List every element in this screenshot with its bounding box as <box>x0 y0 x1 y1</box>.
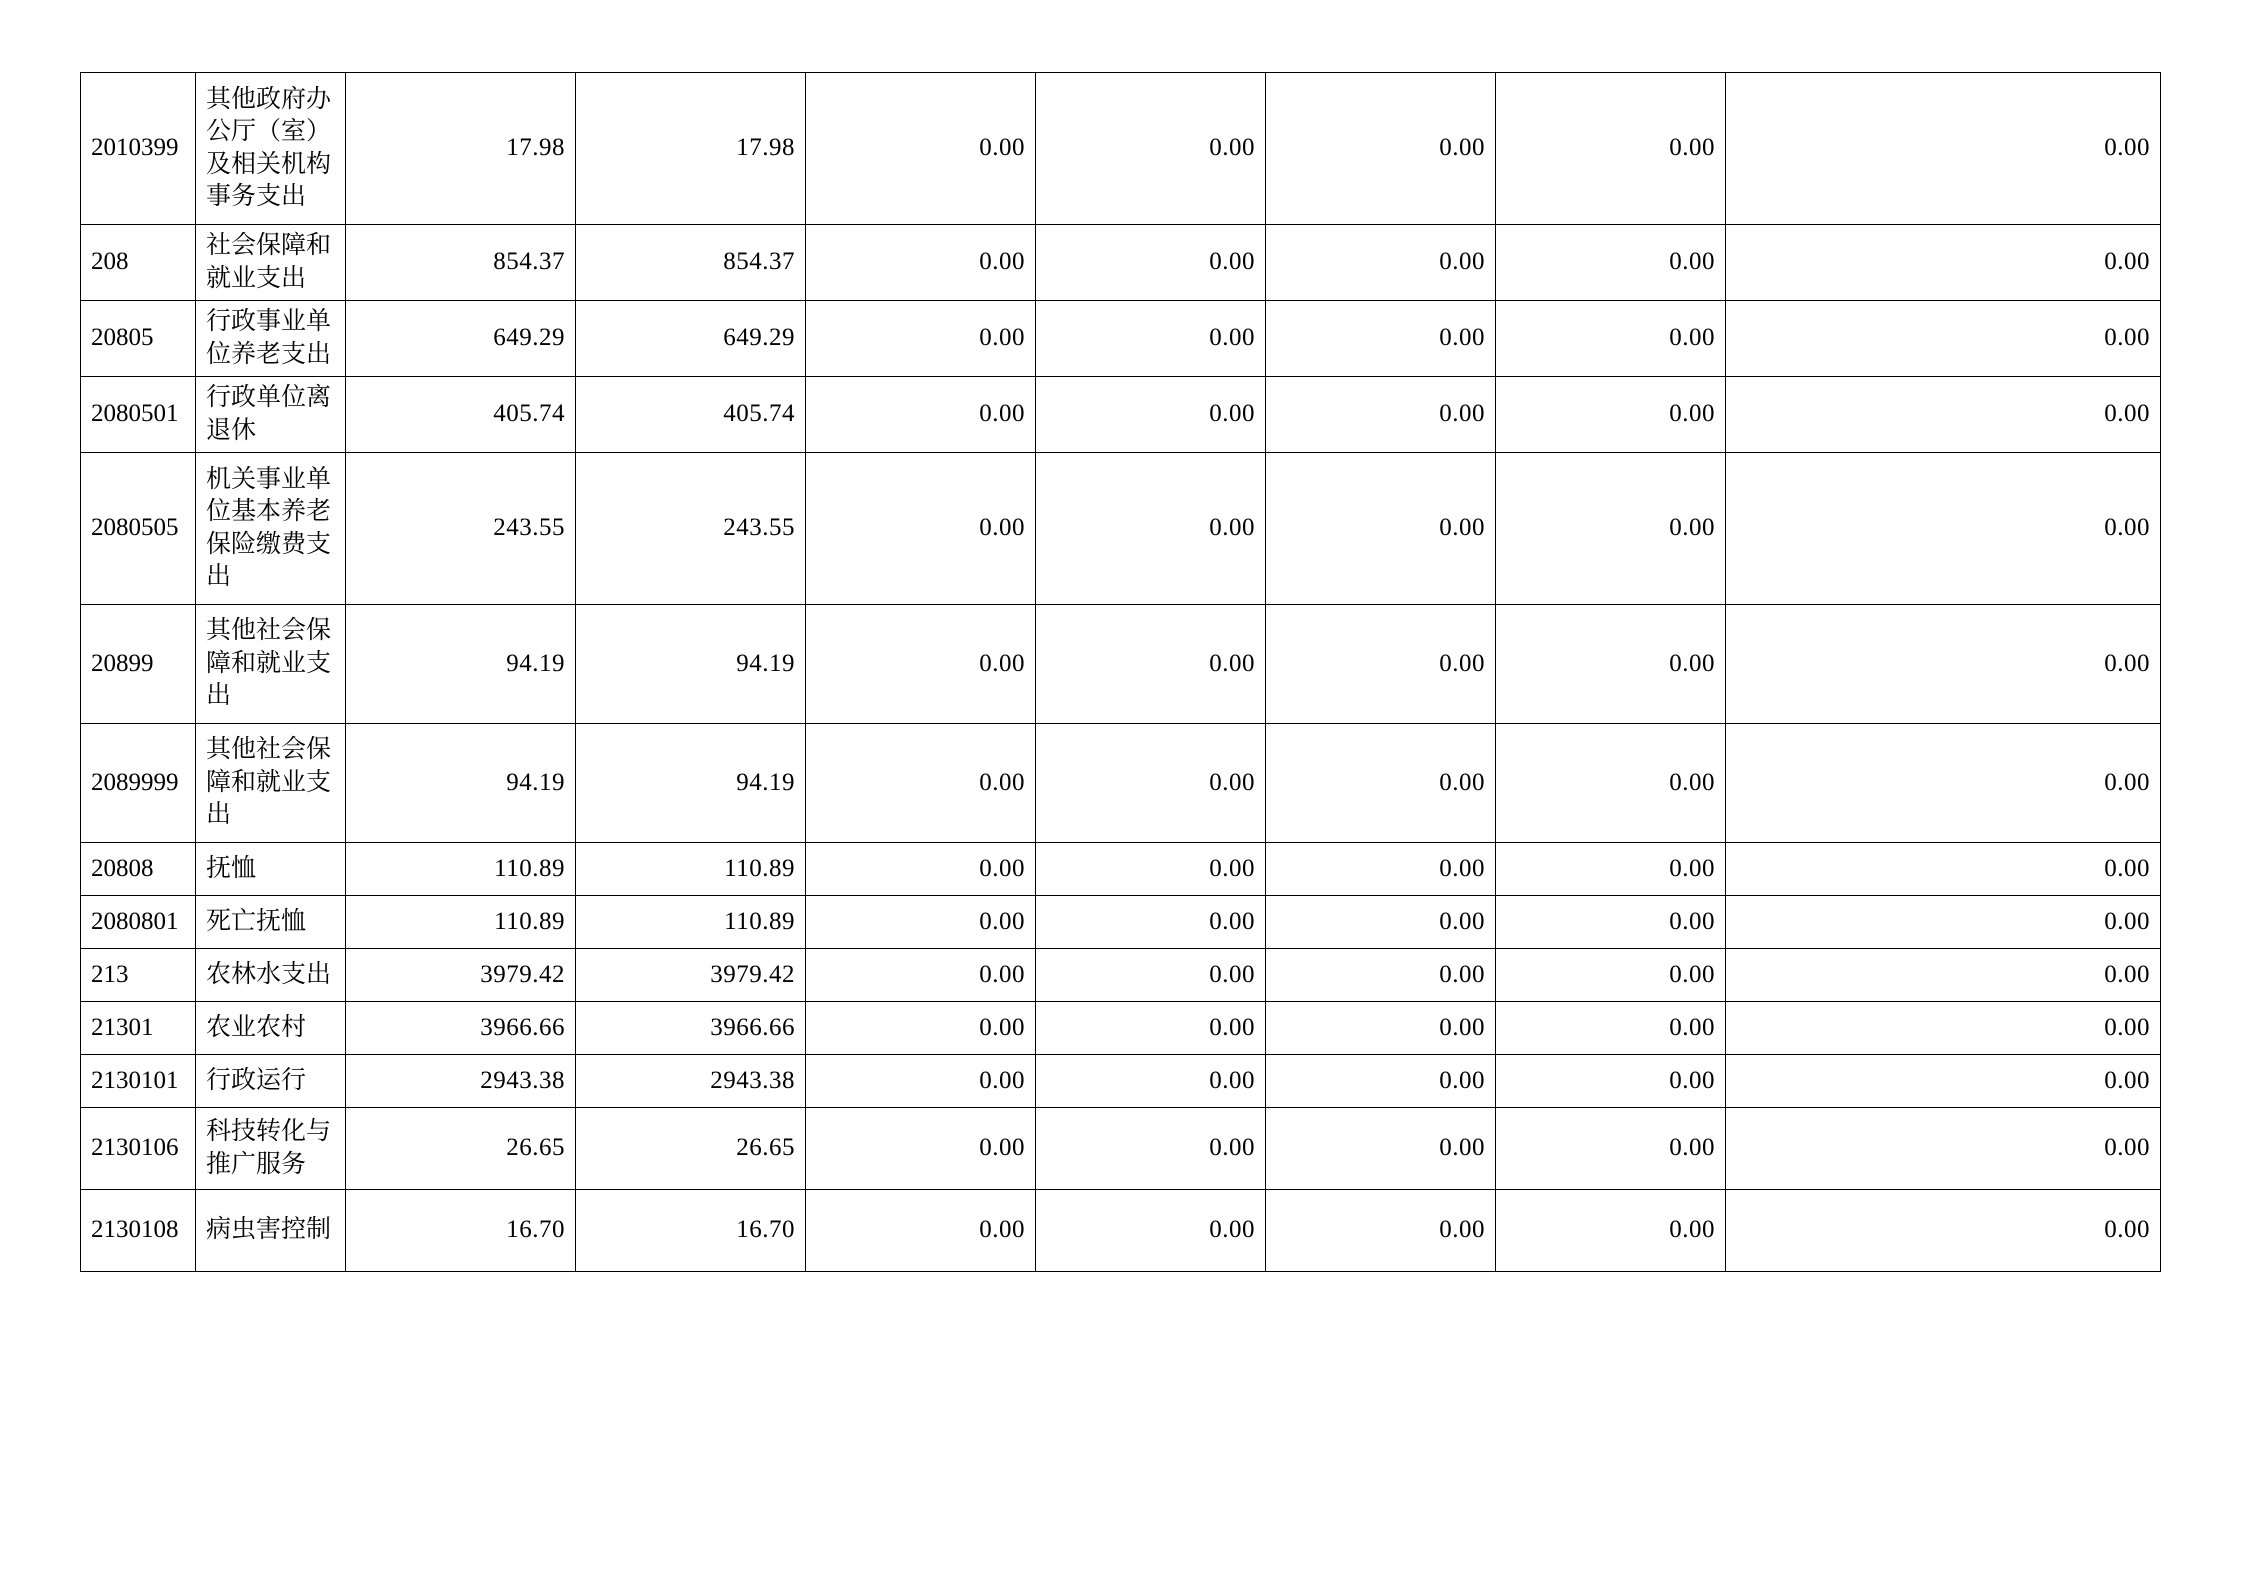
cell-value: 0.00 <box>806 896 1036 949</box>
table-row <box>81 301 2161 377</box>
cell-value: 17.98 <box>576 73 806 225</box>
cell-value: 0.00 <box>1496 949 1726 1002</box>
cell-code: 21301 <box>81 1002 196 1055</box>
cell-value: 405.74 <box>346 377 576 453</box>
cell-value: 0.00 <box>1496 1055 1726 1108</box>
cell-value: 0.00 <box>1726 1108 2161 1190</box>
cell-value: 0.00 <box>1496 896 1726 949</box>
cell-value: 0.00 <box>1266 225 1496 301</box>
cell-value: 0.00 <box>1496 301 1726 377</box>
cell-code: 20899 <box>81 605 196 724</box>
cell-value: 0.00 <box>1726 1190 2161 1272</box>
cell-code: 2130106 <box>81 1108 196 1190</box>
cell-value: 26.65 <box>346 1108 576 1190</box>
cell-code: 20805 <box>81 301 196 377</box>
cell-item-name: 行政运行 <box>196 1055 346 1108</box>
cell-value: 16.70 <box>346 1190 576 1272</box>
cell-item-name: 行政事业单位养老支出 <box>196 301 346 377</box>
cell-value: 0.00 <box>1496 1190 1726 1272</box>
cell-code: 208 <box>81 225 196 301</box>
cell-value: 94.19 <box>576 605 806 724</box>
cell-value: 26.65 <box>576 1108 806 1190</box>
cell-value: 0.00 <box>806 73 1036 225</box>
cell-value: 0.00 <box>1266 1108 1496 1190</box>
cell-value: 0.00 <box>1266 73 1496 225</box>
cell-item-name: 抚恤 <box>196 843 346 896</box>
cell-value: 0.00 <box>1266 1055 1496 1108</box>
table-row <box>81 605 2161 724</box>
cell-value: 3966.66 <box>576 1002 806 1055</box>
cell-item-name: 其他政府办公厅（室）及相关机构事务支出 <box>196 73 346 225</box>
cell-item-name: 社会保障和就业支出 <box>196 225 346 301</box>
cell-value: 110.89 <box>346 843 576 896</box>
cell-value: 854.37 <box>576 225 806 301</box>
cell-code: 213 <box>81 949 196 1002</box>
cell-value: 110.89 <box>576 843 806 896</box>
cell-value: 0.00 <box>1266 724 1496 843</box>
cell-value: 0.00 <box>1036 1055 1266 1108</box>
cell-value: 0.00 <box>806 605 1036 724</box>
cell-value: 0.00 <box>1036 896 1266 949</box>
cell-item-name: 其他社会保障和就业支出 <box>196 724 346 843</box>
cell-value: 0.00 <box>1726 949 2161 1002</box>
cell-value: 0.00 <box>1036 1190 1266 1272</box>
table-row <box>81 225 2161 301</box>
cell-value: 0.00 <box>1726 453 2161 605</box>
cell-item-name: 科技转化与推广服务 <box>196 1108 346 1190</box>
cell-value: 0.00 <box>1496 1108 1726 1190</box>
cell-value: 243.55 <box>346 453 576 605</box>
cell-value: 110.89 <box>346 896 576 949</box>
cell-value: 649.29 <box>576 301 806 377</box>
cell-item-name: 农业农村 <box>196 1002 346 1055</box>
cell-value: 0.00 <box>1496 73 1726 225</box>
cell-value: 0.00 <box>1266 453 1496 605</box>
table-row <box>81 453 2161 605</box>
cell-item-name: 死亡抚恤 <box>196 896 346 949</box>
cell-value: 854.37 <box>346 225 576 301</box>
cell-value: 94.19 <box>346 605 576 724</box>
cell-value: 2943.38 <box>346 1055 576 1108</box>
table-row <box>81 724 2161 843</box>
cell-value: 0.00 <box>1036 301 1266 377</box>
table-body <box>81 73 2161 1272</box>
cell-value: 0.00 <box>1036 724 1266 843</box>
table-row <box>81 1002 2161 1055</box>
cell-value: 243.55 <box>576 453 806 605</box>
cell-value: 0.00 <box>806 1190 1036 1272</box>
cell-value: 0.00 <box>1496 843 1726 896</box>
cell-value: 0.00 <box>806 453 1036 605</box>
cell-value: 0.00 <box>1496 453 1726 605</box>
cell-value: 0.00 <box>1496 605 1726 724</box>
cell-value: 17.98 <box>346 73 576 225</box>
budget-expenditure-table <box>80 72 2161 1272</box>
table-row <box>81 377 2161 453</box>
cell-value: 3966.66 <box>346 1002 576 1055</box>
cell-value: 0.00 <box>806 1002 1036 1055</box>
cell-value: 0.00 <box>806 1108 1036 1190</box>
cell-value: 0.00 <box>806 377 1036 453</box>
cell-value: 0.00 <box>1496 1002 1726 1055</box>
cell-value: 0.00 <box>1726 605 2161 724</box>
cell-value: 110.89 <box>576 896 806 949</box>
cell-item-name: 行政单位离退休 <box>196 377 346 453</box>
cell-value: 0.00 <box>1036 225 1266 301</box>
cell-value: 0.00 <box>1726 843 2161 896</box>
cell-value: 3979.42 <box>576 949 806 1002</box>
cell-value: 0.00 <box>1036 949 1266 1002</box>
cell-value: 0.00 <box>1726 377 2161 453</box>
table-row <box>81 73 2161 225</box>
cell-value: 0.00 <box>1726 1002 2161 1055</box>
table-row <box>81 1055 2161 1108</box>
cell-value: 0.00 <box>1496 377 1726 453</box>
cell-value: 0.00 <box>806 724 1036 843</box>
table-row <box>81 1108 2161 1190</box>
cell-value: 94.19 <box>576 724 806 843</box>
cell-value: 0.00 <box>1726 301 2161 377</box>
cell-value: 0.00 <box>1036 377 1266 453</box>
cell-code: 2089999 <box>81 724 196 843</box>
table-row <box>81 843 2161 896</box>
table-row <box>81 1190 2161 1272</box>
cell-value: 405.74 <box>576 377 806 453</box>
cell-value: 0.00 <box>1036 843 1266 896</box>
cell-value: 2943.38 <box>576 1055 806 1108</box>
cell-item-name: 机关事业单位基本养老保险缴费支出 <box>196 453 346 605</box>
cell-value: 0.00 <box>1266 301 1496 377</box>
cell-value: 0.00 <box>1726 724 2161 843</box>
cell-code: 2130101 <box>81 1055 196 1108</box>
cell-value: 0.00 <box>1266 949 1496 1002</box>
cell-value: 16.70 <box>576 1190 806 1272</box>
cell-item-name: 病虫害控制 <box>196 1190 346 1272</box>
table-row <box>81 896 2161 949</box>
cell-value: 0.00 <box>1266 605 1496 724</box>
cell-value: 0.00 <box>806 225 1036 301</box>
cell-code: 2080801 <box>81 896 196 949</box>
cell-code: 2080501 <box>81 377 196 453</box>
cell-value: 0.00 <box>1266 377 1496 453</box>
cell-value: 0.00 <box>1266 843 1496 896</box>
cell-value: 0.00 <box>1266 1190 1496 1272</box>
cell-value: 0.00 <box>1726 896 2161 949</box>
cell-item-name: 农林水支出 <box>196 949 346 1002</box>
cell-item-name: 其他社会保障和就业支出 <box>196 605 346 724</box>
cell-value: 0.00 <box>806 301 1036 377</box>
cell-value: 3979.42 <box>346 949 576 1002</box>
cell-code: 2010399 <box>81 73 196 225</box>
cell-value: 0.00 <box>806 949 1036 1002</box>
cell-value: 0.00 <box>1266 896 1496 949</box>
cell-value: 0.00 <box>1266 1002 1496 1055</box>
cell-code: 2130108 <box>81 1190 196 1272</box>
cell-value: 0.00 <box>1036 1108 1266 1190</box>
cell-value: 0.00 <box>1496 225 1726 301</box>
cell-value: 649.29 <box>346 301 576 377</box>
cell-value: 0.00 <box>806 843 1036 896</box>
cell-value: 0.00 <box>1036 605 1266 724</box>
cell-value: 0.00 <box>1496 724 1726 843</box>
cell-code: 2080505 <box>81 453 196 605</box>
cell-value: 0.00 <box>1036 453 1266 605</box>
cell-value: 0.00 <box>1726 1055 2161 1108</box>
cell-value: 94.19 <box>346 724 576 843</box>
cell-value: 0.00 <box>1036 73 1266 225</box>
cell-value: 0.00 <box>806 1055 1036 1108</box>
cell-value: 0.00 <box>1036 1002 1266 1055</box>
cell-value: 0.00 <box>1726 73 2161 225</box>
cell-value: 0.00 <box>1726 225 2161 301</box>
cell-code: 20808 <box>81 843 196 896</box>
table-row <box>81 949 2161 1002</box>
